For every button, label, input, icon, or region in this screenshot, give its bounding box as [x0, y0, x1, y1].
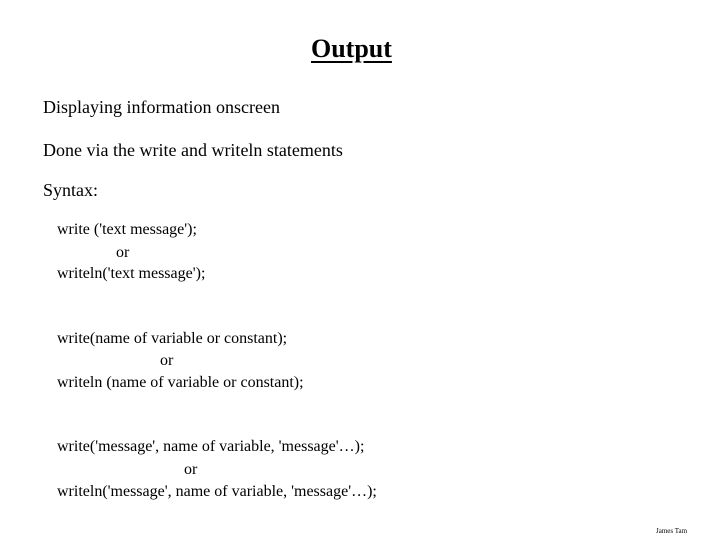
syntax-write-variable: write(name of variable or constant);: [57, 330, 288, 347]
syntax-writeln-variable: writeln (name of variable or constant);: [57, 374, 304, 391]
syntax-or-3: or: [184, 461, 198, 478]
slide-title: Output: [311, 34, 392, 63]
syntax-or-2: or: [160, 352, 174, 369]
syntax-or-1: or: [116, 244, 130, 261]
bullet-write-writeln: Done via the write and writeln statements: [43, 140, 343, 160]
syntax-writeln-mixed: writeln('message', name of variable, 'message'…);: [57, 483, 377, 500]
bullet-syntax: Syntax:: [43, 180, 99, 200]
syntax-writeln-text: writeln('text message');: [57, 265, 206, 282]
syntax-write-mixed: write('message', name of variable, 'message'…);: [57, 438, 365, 455]
footer-author: James Tam: [656, 527, 688, 535]
syntax-write-text: write ('text message');: [57, 221, 197, 238]
bullet-displaying-info: Displaying information onscreen: [43, 97, 280, 117]
